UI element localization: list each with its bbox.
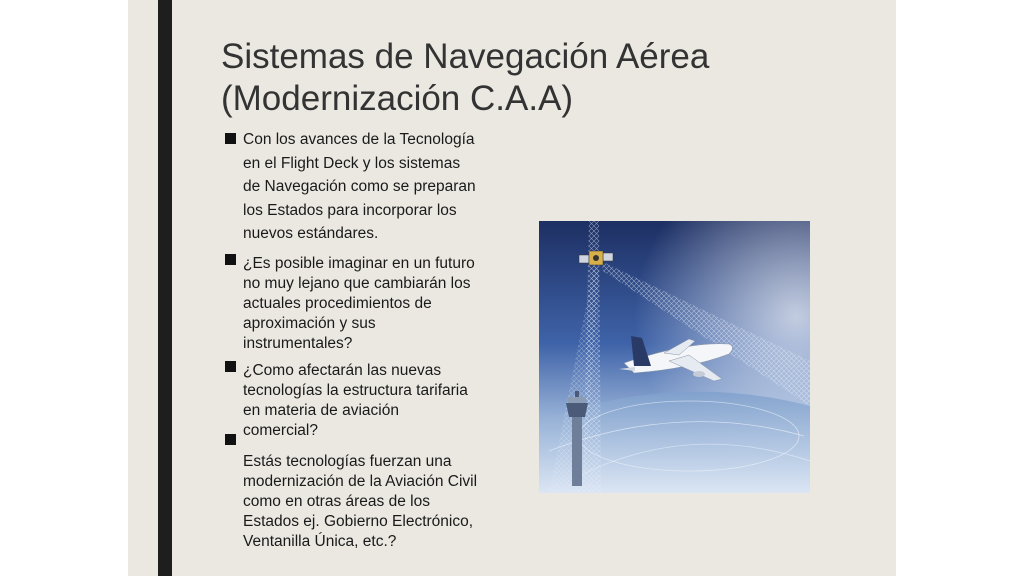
title-line-1: Sistemas de Navegación Aérea: [221, 37, 710, 76]
satellite-airplane-image: [539, 221, 810, 493]
bullet-square-icon: [225, 361, 236, 372]
satellite-airplane-illustration: [539, 221, 810, 493]
bullet-text: Estás tecnologías fuerzan una modernización de la Aviación Civil como en otras áreas de los Estados ej. Gobierno Electrónico, Ventanilla Única, etc.?: [243, 453, 478, 550]
bullet-text: ¿Como afectarán las nuevas tecnologías la estructura tarifaria en materia de aviación comercial?: [243, 362, 468, 439]
bullet-text: ¿Es posible imaginar en un futuro no muy lejano que cambiarán los actuales procedimientos de aproximación y sus instrumentales?: [243, 255, 475, 352]
bullet-square-icon: [225, 434, 236, 445]
accent-bar: [158, 0, 172, 576]
slide-title: [221, 36, 781, 120]
bullet-text: Con los avances de la Tecnología en el Flight Deck y los sistemas de Navegación como se preparan los Estados para incorporar los nuevos estándares.: [243, 131, 476, 242]
title-line-2: (Modernización C.A.A): [221, 79, 574, 118]
slide: [128, 0, 896, 576]
bullet-square-icon: [225, 254, 236, 265]
bullet-square-icon: [225, 133, 236, 144]
